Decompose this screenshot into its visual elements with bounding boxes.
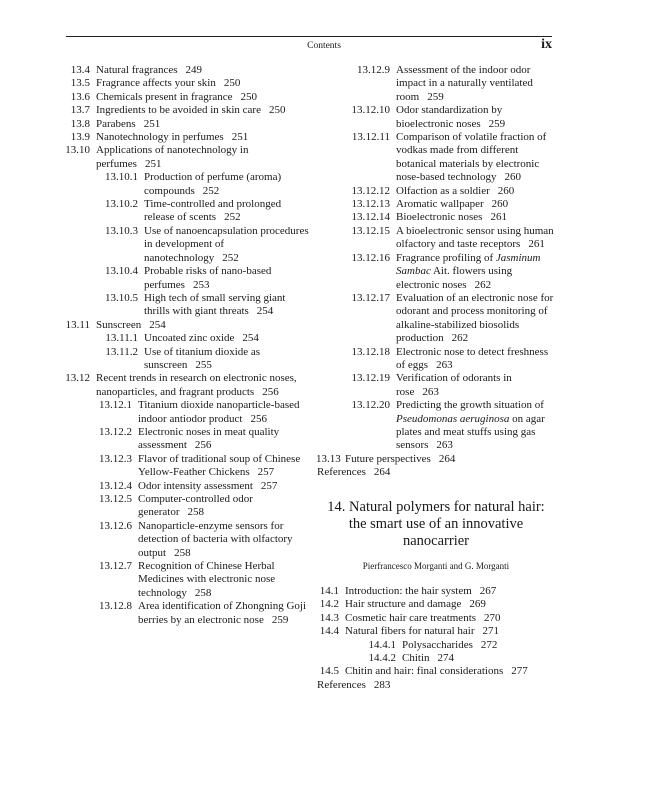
- chapter-title-line-1: 14. Natural polymers for natural hair:: [327, 498, 545, 515]
- toc-entry-page: 263: [436, 358, 453, 371]
- toc-entry[interactable]: [62, 131, 312, 144]
- toc-entry-title: Olfaction as a soldier 260: [396, 184, 515, 197]
- toc-entry[interactable]: [316, 225, 556, 252]
- toc-entry-title: Electronic noses in meat quality assessment 256: [138, 425, 280, 452]
- toc-entry-title: Chitin 274: [402, 652, 455, 665]
- toc-entry-page: 264: [438, 452, 456, 465]
- toc-entry-number: 13.12.20: [351, 399, 390, 412]
- toc-entry-page: 256: [262, 385, 279, 398]
- toc-entry-page: 272: [480, 638, 498, 651]
- toc-entry-title: Probable risks of nano-based perfumes 253: [144, 265, 272, 291]
- toc-entry-title: Chemicals present in fragrance 250: [96, 90, 258, 103]
- chapter-title-line-3: nanocarrier: [402, 532, 469, 549]
- toc-entry-title: Chitin and hair: final considerations 277: [345, 665, 528, 678]
- toc-entry-page: 263: [436, 439, 453, 452]
- toc-entry-page: 271: [482, 625, 499, 638]
- toc-entry[interactable]: [62, 104, 312, 117]
- toc-entry[interactable]: [62, 319, 312, 332]
- toc-entry-number: 13.11.2: [105, 345, 138, 358]
- toc-entry-title: Time-controlled and prolonged release of scents 252: [144, 198, 282, 224]
- toc-entry-page: 258: [174, 546, 191, 559]
- toc-entry-title: Natural fragrances 249: [96, 64, 203, 76]
- toc-entry-number: 13.13: [316, 452, 341, 465]
- toc-entry[interactable]: [62, 225, 312, 265]
- toc-entry-title: Area identification of Zhongning Goji berries by an electronic nose 259: [138, 600, 307, 626]
- toc-entry[interactable]: [62, 292, 312, 319]
- toc-entry-page: 258: [187, 506, 205, 519]
- toc-entry[interactable]: [62, 64, 312, 77]
- toc-entry[interactable]: [316, 346, 556, 373]
- toc-entry-number: 13.12.16: [351, 251, 390, 264]
- toc-entry-title: Odor standardization by bioelectronic noses 259: [396, 104, 506, 130]
- toc-entry-number: 13.12: [65, 372, 90, 385]
- toc-entry[interactable]: [62, 426, 312, 453]
- toc-entry-title: Evaluation of an electronic nose for odorant and process monitoring of alkaline-stabilized biosolids production 262: [396, 291, 554, 345]
- toc-entry-title: Fragrance profiling of Jasminum Sambac Ait. flowers using electronic noses 262: [396, 251, 541, 291]
- toc-entry[interactable]: [62, 453, 312, 480]
- toc-entry-number: 14.4.2: [368, 652, 396, 665]
- toc-entry-number: 13.12.3: [99, 452, 132, 465]
- toc-entry-page: 256: [250, 412, 267, 425]
- toc-entry-page: 250: [268, 104, 286, 117]
- toc-entry-page: 260: [491, 198, 509, 211]
- chapter-title-line-2: the smart use of an innovative: [348, 515, 524, 532]
- toc-entry-number: 13.12.9: [357, 64, 390, 76]
- toc-entry-page: 283: [373, 678, 391, 691]
- toc-entry-number: 14.4: [319, 625, 339, 638]
- toc-entry[interactable]: [62, 520, 312, 560]
- toc-entry-title: Recent trends in research on electronic noses, nanoparticles, and fragrant products 256: [96, 372, 297, 398]
- toc-entry-title: Electronic nose to detect freshness of eggs 263: [396, 345, 549, 371]
- toc-entry-title: References 264: [317, 466, 391, 479]
- toc-entry-title: Uncoated zinc oxide 254: [144, 332, 259, 345]
- toc-entry[interactable]: [316, 665, 556, 678]
- toc-entry-number: 13.12.17: [351, 291, 390, 304]
- toc-entry-title: Introduction: the hair system 267: [345, 585, 497, 597]
- toc-entry[interactable]: [316, 198, 556, 211]
- toc-entry-number: 13.12.11: [351, 131, 390, 144]
- toc-entry-number: 14.5: [319, 665, 339, 678]
- toc-entry-title: Hair structure and damage 269: [345, 598, 486, 611]
- toc-entry-title: Recognition of Chinese Herbal Medicines with electronic nose technology 258: [138, 560, 276, 599]
- toc-entry-number: 13.10.4: [105, 265, 138, 278]
- toc-entry-title: Computer-controlled odor generator 258: [138, 493, 253, 519]
- toc-entry-title: Cosmetic hair care treatments 270: [345, 611, 501, 624]
- toc-entry[interactable]: [316, 612, 556, 625]
- toc-entry-number: 13.12.4: [99, 479, 132, 492]
- toc-entry-title: Natural fibers for natural hair 271: [345, 625, 499, 638]
- toc-entry[interactable]: [62, 372, 312, 399]
- toc-entry-page: 254: [242, 332, 259, 345]
- header-rule: [66, 36, 552, 37]
- toc-entry[interactable]: [316, 104, 556, 131]
- toc-entry[interactable]: [316, 292, 556, 346]
- toc-entry[interactable]: [62, 480, 312, 493]
- page-number: ix: [541, 37, 552, 52]
- toc-entry-number: 13.10.3: [105, 224, 138, 237]
- toc-entry-title: Odor intensity assessment 257: [138, 479, 278, 492]
- toc-entry-number: 13.12.15: [351, 224, 390, 237]
- toc-entry-page: 261: [490, 211, 507, 224]
- toc-entry-title: References 283: [317, 678, 391, 691]
- toc-entry[interactable]: [316, 453, 556, 466]
- toc-entry-number: 14.2: [319, 598, 339, 611]
- toc-entry-number: 13.4: [70, 64, 90, 76]
- toc-entry-title: Predicting the growth situation of Pseudomonas aeruginosa on agar plates and meat stuffs using gas sensors 263: [396, 399, 545, 452]
- toc-entry-number: 13.12.12: [351, 184, 390, 197]
- toc-entry[interactable]: [62, 560, 312, 600]
- toc-entry[interactable]: [316, 639, 556, 652]
- toc-entry-number: 13.12.10: [351, 104, 390, 117]
- toc-entry-number: 13.11: [65, 318, 90, 331]
- toc-entry[interactable]: [316, 131, 556, 185]
- toc-entry-title: Future perspectives 264: [345, 452, 456, 465]
- toc-entry-number: 13.12.14: [351, 211, 390, 224]
- toc-entry-title: Nanotechnology in perfumes 251: [96, 131, 249, 144]
- toc-entry-number: 13.12.18: [351, 345, 390, 358]
- toc-entry-page: 257: [257, 466, 275, 479]
- toc-entry-page: 269: [469, 598, 486, 611]
- toc-entry-page: 250: [240, 90, 258, 103]
- chapter-14-heading: [316, 499, 556, 550]
- toc-entry-page: 267: [479, 585, 497, 597]
- toc-entry-number: 13.12.6: [99, 519, 132, 532]
- toc-entry-page: 253: [192, 278, 210, 291]
- toc-right-column: [316, 64, 556, 692]
- toc-entry-page: 260: [504, 171, 521, 184]
- toc-entry-title: Flavor of traditional soup of Chinese Yellow-Feather Chickens 257: [138, 452, 301, 479]
- toc-entry-page: 262: [474, 278, 492, 291]
- toc-entry[interactable]: [316, 652, 556, 665]
- toc-entry-page: 252: [222, 251, 239, 264]
- toc-entry[interactable]: [316, 372, 556, 399]
- toc-entry-title: Use of titanium dioxide as sunscreen 255: [144, 345, 261, 371]
- toc-right-list: [316, 64, 556, 480]
- toc-entry-page: 277: [511, 665, 528, 678]
- toc-entry-title: Fragrance affects your skin 250: [96, 77, 241, 90]
- toc-entry[interactable]: [316, 399, 556, 453]
- toc-entry[interactable]: [62, 493, 312, 520]
- toc-entry-number: 13.7: [70, 104, 90, 117]
- toc-entry-number: 13.12.2: [99, 425, 132, 438]
- running-title: Contents: [307, 41, 341, 51]
- toc-entry[interactable]: [62, 399, 312, 426]
- toc-entry-page: 274: [437, 652, 455, 665]
- toc-entry-number: 14.1: [319, 585, 339, 597]
- toc-entry-number: 13.12.8: [99, 600, 132, 613]
- toc-entry[interactable]: [62, 600, 312, 627]
- toc-entry-page: 258: [194, 586, 212, 599]
- toc-entry-title: Polysaccharides 272: [402, 638, 498, 651]
- chapter-authors: Pierfrancesco Morganti and G. Morganti: [362, 560, 510, 571]
- toc-entry-page: 259: [488, 117, 506, 130]
- toc-entry[interactable]: [62, 77, 312, 90]
- toc-entry-title: Production of perfume (aroma) compounds 252: [144, 171, 282, 197]
- toc-entry-number: 13.12.1: [99, 399, 132, 412]
- toc-entry[interactable]: [316, 625, 556, 638]
- toc-entry-number: 14.4.1: [368, 638, 396, 651]
- toc-entry[interactable]: [62, 332, 312, 345]
- toc-entry[interactable]: [62, 144, 312, 171]
- toc-entry-title: High tech of small serving giant thrills with giant threats 254: [144, 291, 286, 318]
- toc-entry-page: 251: [231, 131, 249, 144]
- toc-entry[interactable]: [316, 185, 556, 198]
- toc-entry-number: 13.10.5: [105, 291, 138, 304]
- toc-entry-title: Aromatic wallpaper 260: [396, 198, 509, 211]
- toc-entry[interactable]: [62, 346, 312, 373]
- toc-entry-number: 13.8: [70, 117, 90, 130]
- toc-entry[interactable]: [62, 91, 312, 104]
- toc-entry[interactable]: [316, 466, 556, 479]
- toc-entry-title: Titanium dioxide nanoparticle-based indoor antiodor product 256: [138, 399, 300, 425]
- toc-entry[interactable]: [316, 64, 556, 104]
- toc-entry-number: 13.10.2: [105, 198, 138, 211]
- toc-entry-title: Use of nanoencapsulation procedures in development of nanotechnology 252: [144, 224, 309, 264]
- toc-entry-page: 252: [224, 211, 241, 224]
- toc-entry-page: 257: [260, 479, 278, 492]
- toc-entry-title: Ingredients to be avoided in skin care 250: [96, 104, 286, 117]
- toc-entry-page: 259: [427, 90, 444, 103]
- toc-entry-page: 263: [422, 385, 439, 398]
- toc-entry-title: Parabens 251: [96, 117, 161, 130]
- toc-entry[interactable]: [316, 252, 556, 292]
- toc-entry[interactable]: [62, 171, 312, 198]
- toc-entry-number: 13.10: [65, 144, 90, 157]
- toc-entry-number: 13.10.1: [105, 171, 138, 184]
- toc-entry-page: 262: [451, 332, 469, 345]
- toc-chapter-14-list: [316, 585, 556, 692]
- toc-entry[interactable]: [316, 679, 556, 692]
- toc-entry[interactable]: [62, 265, 312, 292]
- toc-entry-page: 264: [373, 466, 391, 479]
- toc-entry-page: 270: [484, 611, 501, 624]
- toc-entry[interactable]: [62, 118, 312, 131]
- toc-entry-title: Verification of odorants in rose 263: [396, 372, 512, 398]
- toc-entry-page: 252: [202, 184, 220, 197]
- toc-entry[interactable]: [316, 211, 556, 224]
- toc-entry-page: 254: [149, 318, 166, 331]
- toc-entry[interactable]: [316, 598, 556, 611]
- toc-entry-page: 251: [144, 157, 162, 170]
- toc-entry-number: 13.12.13: [351, 198, 390, 211]
- toc-entry-page: 259: [271, 613, 289, 626]
- toc-entry-page: 254: [256, 305, 274, 318]
- toc-entry-page: 256: [194, 439, 212, 452]
- toc-entry-title: Bioelectronic noses 261: [396, 211, 507, 224]
- toc-entry-number: 13.9: [70, 131, 90, 144]
- toc-entry-page: 250: [223, 77, 241, 90]
- toc-entry-page: 255: [195, 358, 212, 371]
- toc-entry-number: 13.12.5: [99, 493, 132, 505]
- toc-entry-page: 260: [497, 184, 515, 197]
- toc-entry-number: 13.6: [70, 90, 90, 103]
- toc-entry-title: Assessment of the indoor odor impact in a naturally ventilated room 259: [396, 64, 533, 103]
- toc-entry-number: 13.5: [70, 77, 90, 90]
- toc-entry-page: 249: [185, 64, 203, 76]
- toc-entry-page: 261: [528, 238, 545, 251]
- toc-entry-title: Sunscreen 254: [96, 318, 166, 331]
- toc-entry-title: Applications of nanotechnology in perfumes 251: [96, 144, 249, 170]
- toc-entry-title: Comparison of volatile fraction of vodkas made from different botanical materials by electronic nose-based technology 260: [396, 131, 547, 184]
- toc-entry-number: 13.12.7: [99, 560, 132, 573]
- toc-entry-title: Nanoparticle-enzyme sensors for detection of bacteria with olfactory output 258: [138, 519, 293, 559]
- toc-entry-page: 251: [143, 117, 161, 130]
- toc-entry-title: A bioelectronic sensor using human olfactory and taste receptors 261: [396, 224, 554, 251]
- toc-left-column: [62, 64, 312, 627]
- toc-entry[interactable]: [316, 585, 556, 598]
- toc-entry[interactable]: [62, 198, 312, 225]
- toc-entry-number: 14.3: [319, 611, 339, 624]
- toc-entry-number: 13.11.1: [105, 332, 138, 345]
- toc-entry-number: 13.12.19: [351, 372, 390, 385]
